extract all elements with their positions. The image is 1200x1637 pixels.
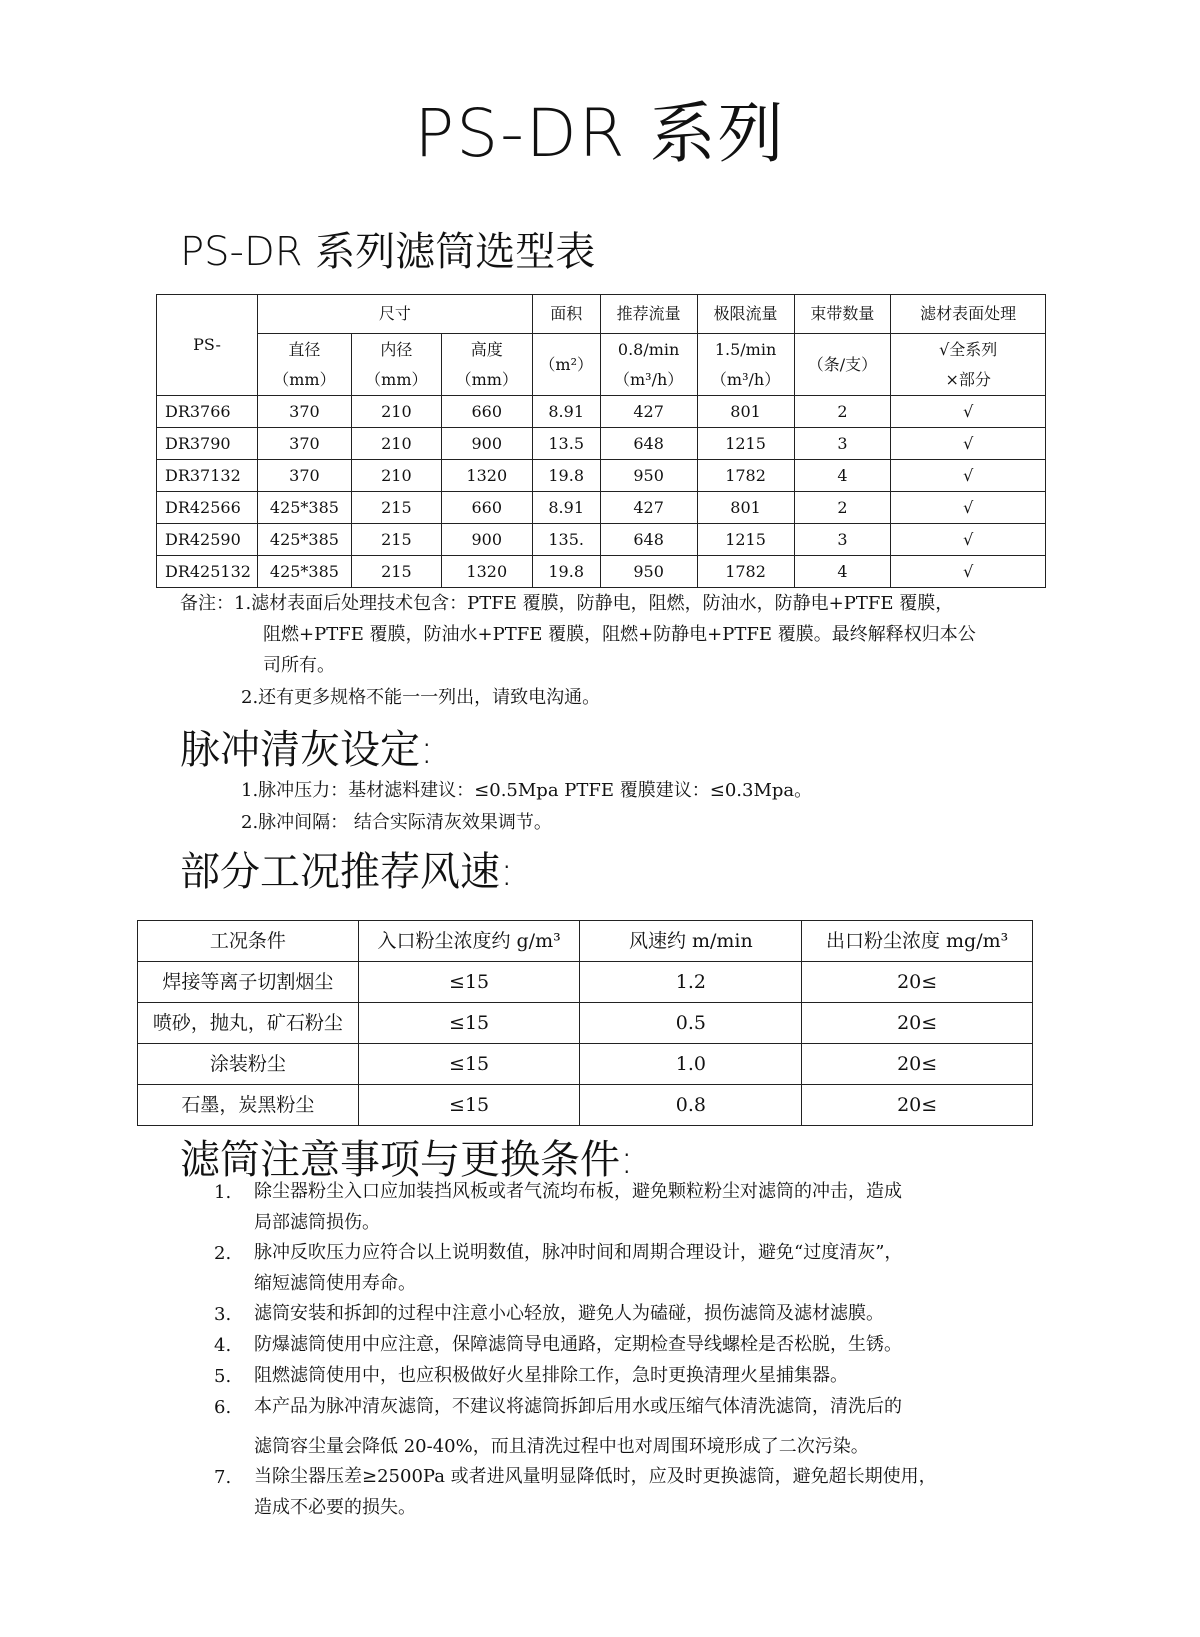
table-cell: 4 [794, 556, 891, 588]
list-item: 本产品为脉冲清灰滤筒，不建议将滤筒拆卸后用水或压缩气体清洗滤筒，清洗后的 [254, 1396, 902, 1417]
list-item-continuation: 造成不必要的损失。 [254, 1497, 416, 1518]
table-cell: 20≤ [802, 1044, 1033, 1085]
table-cell: 焊接等离子切割烟尘 [138, 962, 359, 1003]
table-row [157, 396, 1046, 428]
header-rec-flow: 推荐流量 [600, 295, 697, 334]
table-cell: 8.91 [532, 396, 600, 428]
table-cell: 2 [794, 396, 891, 428]
note-line-2: 阻燃+PTFE 覆膜，防油水+PTFE 覆膜，阻燃+防静电+PTFE 覆膜。最终解释权归本公 [263, 624, 976, 645]
table-cell: 石墨，炭黑粉尘 [138, 1085, 359, 1126]
section-heading-airspeed: 部分工况推荐风速: [180, 849, 514, 895]
table-cell: 210 [351, 460, 441, 492]
table-cell: 20≤ [802, 1003, 1033, 1044]
table-row [157, 428, 1046, 460]
table-cell: 3 [794, 524, 891, 556]
list-item-number: 2. [214, 1243, 232, 1264]
list-item: 除尘器粉尘入口应加装挡风板或者气流均布板，避免颗粒粉尘对滤筒的冲击，造成 [254, 1181, 902, 1202]
table-cell: 370 [257, 396, 351, 428]
model-cell: DR37132 [157, 460, 258, 492]
table-cell: 3 [794, 428, 891, 460]
column-header: 风速约 m/min [580, 921, 802, 962]
table-row [138, 1044, 1033, 1085]
list-item-number: 3. [214, 1304, 232, 1325]
table-cell: 1782 [697, 556, 794, 588]
table-cell: 1.0 [580, 1044, 802, 1085]
table-cell: 1215 [697, 428, 794, 460]
table-cell: 648 [600, 524, 697, 556]
table-cell: 涂装粉尘 [138, 1044, 359, 1085]
table-cell: ≤15 [358, 1003, 580, 1044]
table-row [157, 556, 1046, 588]
column-header: 出口粉尘浓度 mg/m³ [802, 921, 1033, 962]
model-cell: DR42590 [157, 524, 258, 556]
header-area: 面积 [532, 295, 600, 334]
header-model: PS- [157, 295, 258, 396]
table-cell: 660 [441, 396, 532, 428]
table-cell: 660 [441, 492, 532, 524]
model-cell: DR425132 [157, 556, 258, 588]
table-row [157, 524, 1046, 556]
table-cell: 0.8 [580, 1085, 802, 1126]
table-cell: 135. [532, 524, 600, 556]
header-max-flow-unit: 1.5/min （m³/h） [697, 334, 794, 396]
section-heading-precautions: 滤筒注意事项与更换条件: [180, 1137, 634, 1183]
table-cell: 900 [441, 524, 532, 556]
table-cell: 215 [351, 492, 441, 524]
list-item-continuation: 局部滤筒损伤。 [254, 1212, 380, 1233]
page-title: PS-DR 系列 [414, 95, 786, 172]
table-cell: 425*385 [257, 524, 351, 556]
table-cell: 4 [794, 460, 891, 492]
list-item: 脉冲反吹压力应符合以上说明数值，脉冲时间和周期合理设计，避免“过度清灰”， [254, 1242, 903, 1263]
table-row [138, 962, 1033, 1003]
model-cell: DR3766 [157, 396, 258, 428]
table-cell: 1320 [441, 460, 532, 492]
table-cell: 0.5 [580, 1003, 802, 1044]
header-rec-flow-unit: 0.8/min （m³/h） [600, 334, 697, 396]
header-size: 尺寸 [257, 295, 532, 334]
list-item-number: 5. [214, 1366, 232, 1387]
header-height: 高度 （mm） [441, 334, 532, 396]
model-cell: DR42566 [157, 492, 258, 524]
table-cell: √ [891, 556, 1046, 588]
table-cell: 427 [600, 492, 697, 524]
header-treatment-legend: √全系列 ×部分 [891, 334, 1046, 396]
list-item: 滤筒安装和拆卸的过程中注意小心轻放，避免人为磕碰，损伤滤筒及滤材滤膜。 [254, 1303, 884, 1324]
table-cell: ≤15 [358, 1044, 580, 1085]
table-cell: 1782 [697, 460, 794, 492]
table-cell: 950 [600, 556, 697, 588]
model-cell: DR3790 [157, 428, 258, 460]
table-cell: 425*385 [257, 556, 351, 588]
list-item: 当除尘器压差≥2500Pa 或者进风量明显降低时，应及时更换滤筒，避免超长期使用， [254, 1466, 937, 1487]
table-cell: 1320 [441, 556, 532, 588]
table-row [157, 460, 1046, 492]
table-cell: 950 [600, 460, 697, 492]
table-cell: 1.2 [580, 962, 802, 1003]
note-line-1: 备注：1.滤材表面后处理技术包含：PTFE 覆膜，防静电，阻燃，防油水，防静电+PTFE 覆膜， [180, 593, 954, 614]
filter-selection-table [156, 294, 1046, 588]
table-cell: ≤15 [358, 1085, 580, 1126]
table-cell: 喷砂，抛丸，矿石粉尘 [138, 1003, 359, 1044]
table-cell: 19.8 [532, 460, 600, 492]
list-item-continuation: 缩短滤筒使用寿命。 [254, 1273, 416, 1294]
list-item: 阻燃滤筒使用中，也应积极做好火星排除工作，急时更换清理火星捕集器。 [254, 1365, 848, 1386]
table-cell: ≤15 [358, 962, 580, 1003]
column-header: 工况条件 [138, 921, 359, 962]
table-cell: 900 [441, 428, 532, 460]
table-cell: 215 [351, 524, 441, 556]
header-bands: 束带数量 [794, 295, 891, 334]
list-item-continuation: 滤筒容尘量会降低 20-40%，而且清洗过程中也对周围环境形成了二次污染。 [254, 1436, 869, 1457]
table-cell: √ [891, 396, 1046, 428]
table-row [157, 492, 1046, 524]
header-max-flow: 极限流量 [697, 295, 794, 334]
list-item-number: 7. [214, 1467, 232, 1488]
table-row [138, 1003, 1033, 1044]
airspeed-table [137, 920, 1033, 1126]
table-cell: 370 [257, 460, 351, 492]
note-line-4: 2.还有更多规格不能一一列出，请致电沟通。 [241, 687, 601, 708]
list-item-number: 4. [214, 1335, 232, 1356]
table-cell: 210 [351, 396, 441, 428]
table-cell: 801 [697, 492, 794, 524]
table-cell: 215 [351, 556, 441, 588]
pulse-pressure: 1.脉冲压力：基材滤料建议：≤0.5Mpa PTFE 覆膜建议：≤0.3Mpa。 [241, 780, 813, 801]
table-cell: 20≤ [802, 962, 1033, 1003]
header-area-unit: （m²） [532, 334, 600, 396]
list-item-number: 6. [214, 1397, 232, 1418]
list-item: 防爆滤筒使用中应注意，保障滤筒导电通路，定期检查导线螺栓是否松脱，生锈。 [254, 1334, 902, 1355]
table-cell: √ [891, 428, 1046, 460]
table-cell: 19.8 [532, 556, 600, 588]
table-cell: √ [891, 460, 1046, 492]
table-cell: 210 [351, 428, 441, 460]
table-cell: 1215 [697, 524, 794, 556]
table-cell: 801 [697, 396, 794, 428]
table-cell: √ [891, 524, 1046, 556]
pulse-interval: 2.脉冲间隔： 结合实际清灰效果调节。 [241, 812, 552, 833]
note-line-3: 司所有。 [263, 655, 335, 676]
header-inner-diameter: 内径 （mm） [351, 334, 441, 396]
section-heading-selection-table: PS-DR 系列滤筒选型表 [180, 229, 596, 275]
table-cell: 427 [600, 396, 697, 428]
header-diameter: 直径 （mm） [257, 334, 351, 396]
table-cell: 370 [257, 428, 351, 460]
table-cell: 2 [794, 492, 891, 524]
table-cell: √ [891, 492, 1046, 524]
table-cell: 8.91 [532, 492, 600, 524]
table-cell: 13.5 [532, 428, 600, 460]
table-row [138, 1085, 1033, 1126]
column-header: 入口粉尘浓度约 g/m³ [358, 921, 580, 962]
table-cell: 425*385 [257, 492, 351, 524]
list-item-number: 1. [214, 1182, 232, 1203]
header-treatment: 滤材表面处理 [891, 295, 1046, 334]
table-cell: 20≤ [802, 1085, 1033, 1126]
section-heading-pulse: 脉冲清灰设定: [180, 727, 434, 773]
table-cell: 648 [600, 428, 697, 460]
header-bands-unit: （条/支） [794, 334, 891, 396]
